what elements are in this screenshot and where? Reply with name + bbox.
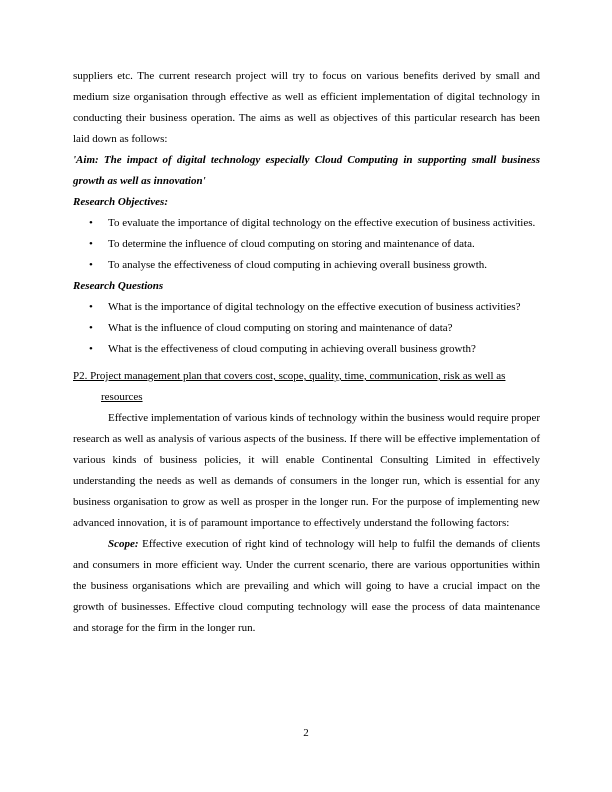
list-item: • To evaluate the importance of digital technology on the effective execution of business activities. <box>73 213 540 234</box>
bullet-icon: • <box>89 301 93 313</box>
section-p2-title: P2. Project management plan that covers cost, scope, quality, time, communication, risk as well as resources <box>73 370 506 403</box>
bullet-icon: • <box>89 217 93 229</box>
bullet-icon: • <box>89 259 93 271</box>
research-aim: 'Aim: The impact of digital technology especially Cloud Computing in supporting small business growth as well as innovation' <box>73 154 540 187</box>
scope-text: Effective execution of right kind of technology will help to fulfil the demands of clients and consumers in more efficient way. Under the current scenario, there are various opportunities within the business organisations which are prevailing and which will going to have a crucial impact on the growth of businesses. Effective cloud computing technology will ease the process of data maintenance and storage for the firm in the longer run. <box>73 538 540 634</box>
bullet-icon: • <box>89 238 93 250</box>
questions-heading: Research Questions <box>73 280 164 292</box>
page-content <box>73 66 540 639</box>
p2-paragraph: Effective implementation of various kinds of technology within the business would require proper research as well as analysis of various aspects of the business. If there will be effective implementation of various kinds of business policies, it will enable Continental Consulting Limited in effectively understanding the needs as well as demands of consumers in the longer run, which is essential for any business organisation to grow as well as prosper in the longer run. For the purpose of implementing new advanced innovation, it is of paramount importance to effectively understand the following factors: <box>73 412 540 529</box>
objectives-list <box>73 213 540 276</box>
list-item: • To determine the influence of cloud computing on storing and maintenance of data. <box>73 234 540 255</box>
intro-paragraph: suppliers etc. The current research project will try to focus on various benefits derived by small and medium size organisation through effective as well as efficient implementation of digital technology in conducting their business operation. The aims as well as objectives of this particular research has been laid down as follows: <box>73 70 540 145</box>
scope-label: Scope: <box>108 538 139 550</box>
objectives-heading: Research Objectives: <box>73 196 168 208</box>
list-item: • What is the influence of cloud computing on storing and maintenance of data? <box>73 318 540 339</box>
list-item: • What is the importance of digital technology on the effective execution of business activities? <box>73 297 540 318</box>
questions-list <box>73 297 540 360</box>
bullet-icon: • <box>89 322 93 334</box>
bullet-icon: • <box>89 343 93 355</box>
scope-paragraph <box>73 534 540 639</box>
page-number: 2 <box>303 727 309 739</box>
list-item: • What is the effectiveness of cloud computing in achieving overall business growth? <box>73 339 540 360</box>
list-item: • To analyse the effectiveness of cloud computing in achieving overall business growth. <box>73 255 540 276</box>
